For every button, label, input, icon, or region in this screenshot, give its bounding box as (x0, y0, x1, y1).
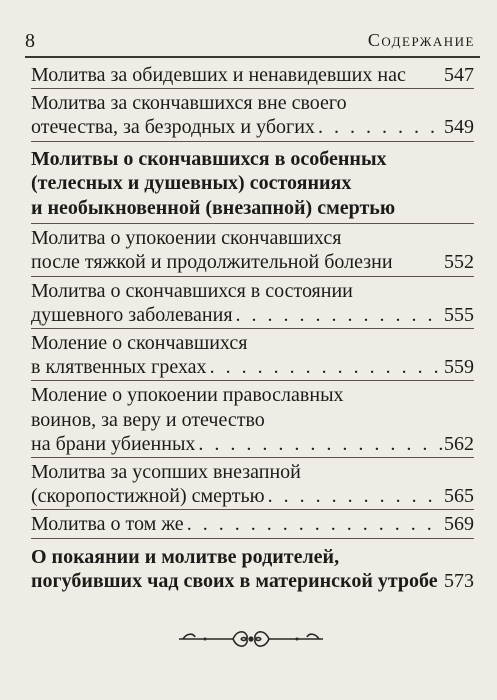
toc-entry[interactable] (31, 383, 474, 456)
section-heading (31, 144, 474, 223)
header-rule (25, 56, 480, 58)
entry-divider (31, 141, 474, 142)
toc-entry-title: О покаянии и молитве родителей, (31, 545, 340, 568)
toc-entry-title: на брани убиенных (31, 432, 196, 455)
toc-entry-page: 552 (444, 251, 474, 274)
toc-entry-page: 562 (444, 432, 474, 455)
dot-leader (233, 303, 444, 327)
toc-entry-page: 559 (444, 356, 474, 379)
toc-entry-title: Моление о скончавшихся (31, 331, 248, 354)
entry-divider (31, 328, 474, 329)
toc-entry[interactable] (31, 63, 474, 87)
dot-leader (207, 355, 444, 379)
toc-entry-title: воинов, за веру и отечество (31, 408, 265, 431)
toc-entry-title: душевного заболевания (31, 303, 233, 326)
toc-entry-title: Молитва о том же (31, 513, 184, 536)
section-heading-line: Молитвы о скончавшихся в особенных (31, 147, 387, 170)
toc-entry-page: 555 (444, 303, 474, 326)
section-heading-line: и необыкновенной (внезапной) смертью (31, 196, 396, 219)
entry-divider (31, 223, 474, 224)
toc-entry-page: 565 (444, 485, 474, 508)
entry-divider (31, 457, 474, 458)
page-number: 8 (25, 30, 35, 52)
dot-leader (195, 432, 444, 456)
toc-entry-page: 549 (444, 116, 474, 139)
toc-entry[interactable] (31, 331, 474, 379)
toc-entry-title: после тяжкой и продолжительной болезни (31, 251, 393, 274)
toc-entry-title: Моление о упокоении православных (31, 384, 344, 407)
table-of-contents (31, 63, 474, 593)
toc-entry[interactable] (31, 279, 474, 327)
dot-leader (184, 512, 444, 536)
toc-entry-title: Молитва о скончавшихся в состоянии (31, 279, 353, 302)
toc-entry-page: 573 (444, 569, 474, 592)
running-title: Содержание (367, 30, 475, 50)
decorative-ornament (175, 625, 327, 653)
entry-divider (31, 380, 474, 381)
page-header (25, 30, 475, 54)
toc-entry-title: (скоропостижной) смертью (31, 485, 265, 508)
toc-entry[interactable] (31, 91, 474, 139)
toc-entry[interactable] (31, 460, 474, 508)
toc-entry-page: 547 (444, 64, 474, 86)
entry-divider (31, 88, 474, 89)
toc-entry[interactable] (31, 512, 474, 536)
toc-entry-title: Молитва за обидевших и ненавидевших нас (31, 64, 406, 86)
toc-entry-title: Молитва за усопших внезапной (31, 460, 301, 483)
entry-divider (31, 509, 474, 510)
dot-leader (315, 115, 444, 139)
toc-entry-bold[interactable] (31, 545, 474, 593)
section-heading-line: (телесных и душевных) состояниях (31, 172, 352, 195)
entry-divider (31, 276, 474, 277)
entry-divider (31, 538, 474, 539)
toc-entry-page: 569 (444, 513, 474, 536)
toc-entry-title: Молитва о упокоении скончавшихся (31, 227, 342, 250)
toc-entry-title: Молитва за скончавшихся вне своего (31, 92, 347, 115)
toc-entry-title: погубивших чад своих в материнской утробе (31, 569, 438, 592)
toc-entry-title: в клятвенных грехах (31, 356, 207, 379)
toc-entry-title: отечества, за безродных и убогих (31, 116, 315, 139)
toc-entry[interactable] (31, 226, 474, 274)
dot-leader (265, 484, 444, 508)
